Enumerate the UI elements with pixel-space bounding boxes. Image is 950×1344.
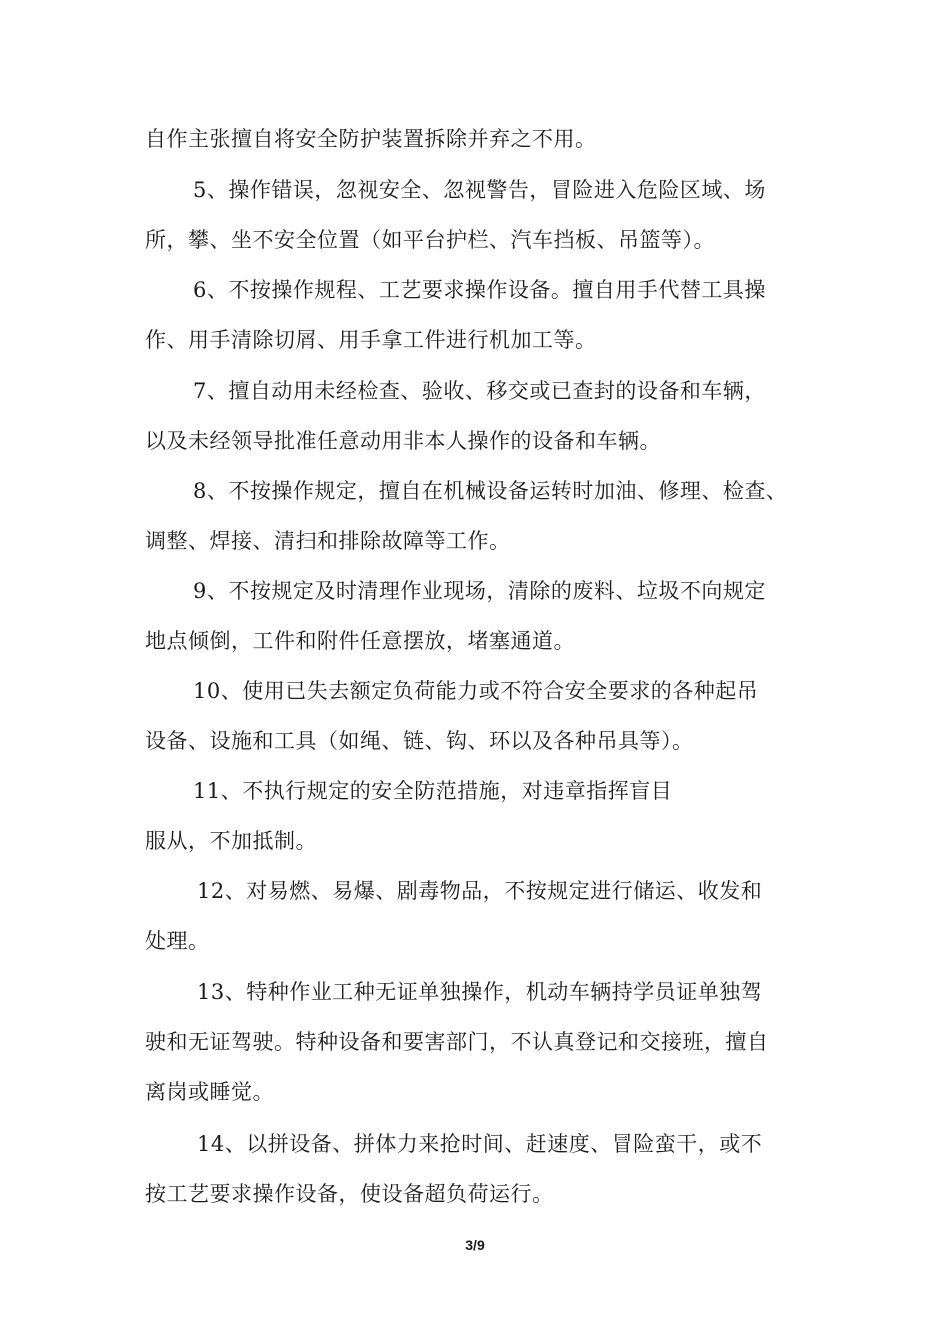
paragraph-line-13: 设备、设施和工具（如绳、链、钩、环以及各种吊具等）。 [145,729,694,753]
paragraph-line-4: 6、不按操作规程、工艺要求操作设备。擅自用手代替工具操 [193,278,766,302]
paragraph-line-2: 5、操作错误，忽视安全、忽视警告，冒险进入危险区域、场 [193,178,766,202]
paragraph-line-1: 自作主张擅自将安全防护装置拆除并弃之不用。 [145,127,597,151]
paragraph-line-12: 10、使用已失去额定负荷能力或不符合安全要求的各种起吊 [193,679,759,703]
paragraph-line-18: 13、特种作业工种无证单独操作，机动车辆持学员证单独驾 [197,980,763,1004]
paragraph-line-5: 作、用手清除切屑、用手拿工件进行机加工等。 [145,328,597,352]
paragraph-line-14: 11、不执行规定的安全防范措施，对违章指挥盲目 [193,779,673,803]
paragraph-line-8: 8、不按操作规定，擅自在机械设备运转时加油、修理、检查、 [193,479,788,503]
paragraph-line-16: 12、对易燃、易爆、剧毒物品，不按规定进行储运、收发和 [197,879,763,903]
paragraph-line-19: 驶和无证驾驶。特种设备和要害部门，不认真登记和交接班，擅自 [145,1030,769,1054]
paragraph-line-21: 14、以拼设备、拼体力来抢时间、赶速度、冒险蛮干，或不 [197,1132,763,1156]
paragraph-line-17: 处理。 [145,929,210,953]
paragraph-line-15: 服从，不加抵制。 [145,829,317,853]
paragraph-line-9: 调整、焊接、清扫和排除故障等工作。 [145,529,511,553]
page-number: 3/9 [465,1237,485,1253]
paragraph-line-20: 离岗或睡觉。 [145,1080,274,1104]
paragraph-line-10: 9、不按规定及时清理作业现场，清除的废料、垃圾不向规定 [193,579,766,603]
paragraph-line-22: 按工艺要求操作设备，使设备超负荷运行。 [145,1182,554,1206]
paragraph-line-6: 7、擅自动用未经检查、验收、移交或已查封的设备和车辆， [193,379,766,403]
paragraph-line-7: 以及未经领导批准任意动用非本人操作的设备和车辆。 [145,429,661,453]
paragraph-line-3: 所，攀、坐不安全位置（如平台护栏、汽车挡板、吊篮等）。 [145,228,715,252]
paragraph-line-11: 地点倾倒，工件和附件任意摆放，堵塞通道。 [145,629,575,653]
